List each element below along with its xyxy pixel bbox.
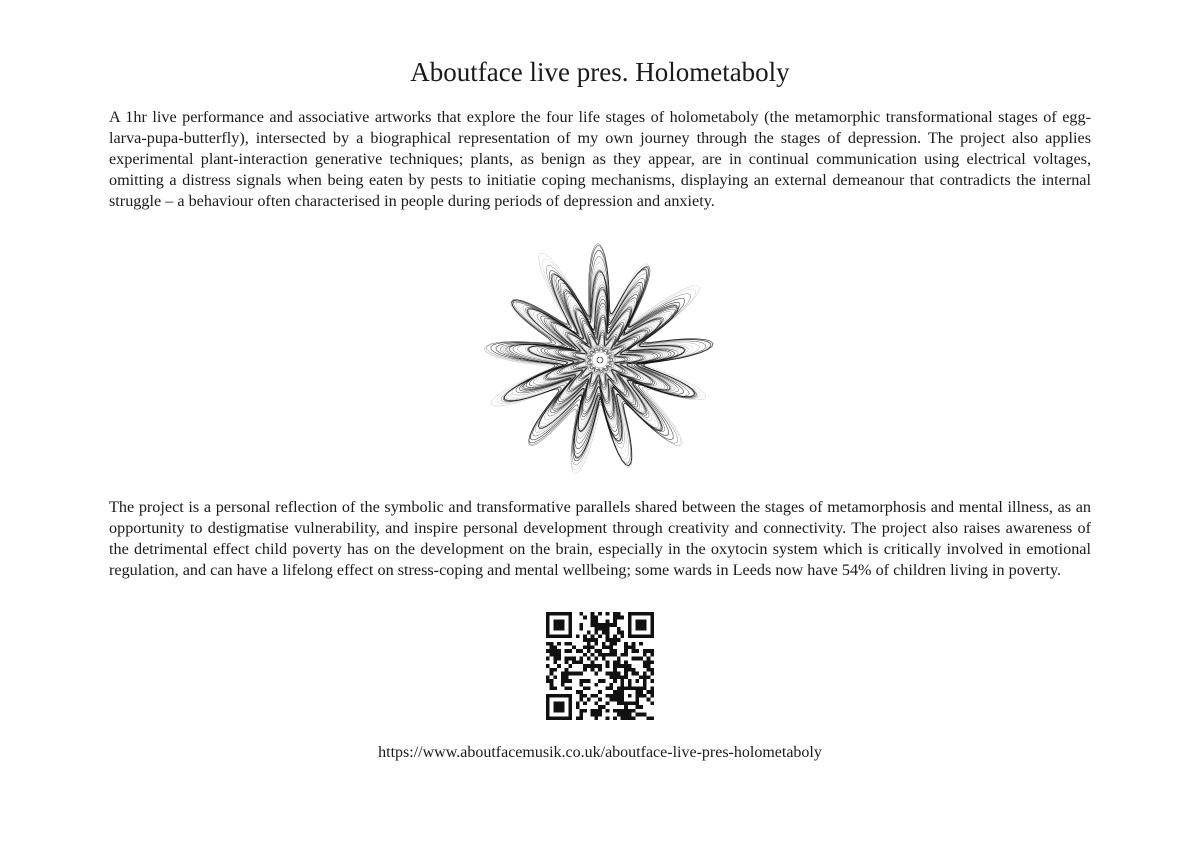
qr-code-image [546,612,654,720]
reflection-paragraph: The project is a personal reflection of the symbolic and transformative parallels shared between the stages of metamorphosis and mental illness, as an opportunity to destigmatise vulnerability, and inspire personal development through creativity and connectivity. The project also raises awareness of the detrimental effect child poverty has on the development on the brain, especially in the oxytocin system which is critically involved in emotional regulation, and can have a lifelong effect on stress-coping and mental wellbeing; some wards in Leeds now have 54% of children living in poverty. [109,498,1091,579]
qr-modules [546,612,654,720]
generative-artwork-image [480,240,720,480]
artwork-center [597,357,603,363]
project-url-link[interactable]: https://www.aboutfacemusik.co.uk/aboutface-live-pres-holometaboly [378,744,822,761]
intro-paragraph: A 1hr live performance and associative artworks that explore the four life stages of holometaboly (the metamorphic transformational stages of egg-larva-pupa-butterfly), intersected by a biographical representation of my own journey through the stages of depression. The project also applies experimental plant-interaction generative techniques; plants, as benign as they appear, are in continual communication using electrical voltages, omitting a distress signals when being eaten by pests to initiatie coping mechanisms, displaying an external demeanour that contradicts the internal struggle – a behaviour often characterised in people during periods of depression and anxiety. [109,108,1091,210]
page-title: Aboutface live pres. Holometaboly [410,57,790,87]
